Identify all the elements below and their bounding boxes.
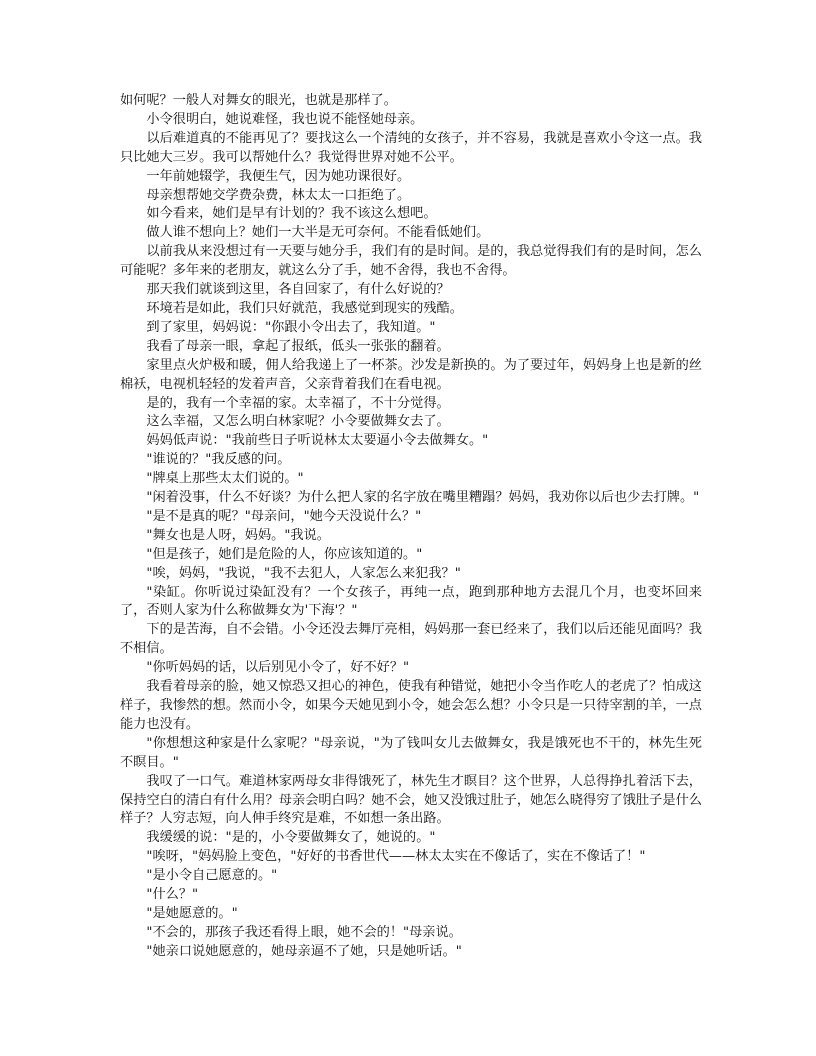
paragraph-6: 如今看来，她们是早有计划的？我不该这么想吧。 xyxy=(146,206,437,222)
paragraph-34: "是她愿意的。" xyxy=(146,905,238,921)
paragraph-18: "牌桌上那些太太们说的。" xyxy=(146,471,304,487)
paragraph-3: 以后难道真的不能再见了？要找这么一个清纯的女孩子，并不容易，我就是喜欢小令这一点。我只比她大三岁。我可以帮她什么？我觉得世界对她不公平。 xyxy=(120,130,702,165)
paragraph-17: "谁说的？"我反感的问。 xyxy=(146,452,291,468)
paragraph-9: 那天我们就谈到这里，各自回家了，有什么好说的？ xyxy=(146,282,450,298)
paragraph-11: 到了家里，妈妈说："你跟小令出去了，我知道。" xyxy=(146,319,436,335)
paragraph-4: 一年前她辍学，我便生气，因为她功课很好。 xyxy=(146,168,411,184)
paragraph-24: "染缸。你听说过染缸没有？一个女孩子，再纯一点，跑到那种地方去混几个月，也变坏回来了，否则人家为什么称做舞女为'下海'？" xyxy=(120,584,702,619)
paragraph-25: 下的是苦海，自不会错。小令还没去舞厅亮相，妈妈那一套已经来了，我们以后还能见面吗？我不相信。 xyxy=(120,622,702,657)
paragraph-1: 如何呢？一般人对舞女的眼光，也就是那样了。 xyxy=(120,93,397,108)
paragraph-35: "不会的，那孩子我还看得上眼，她不会的！"母亲说。 xyxy=(146,924,462,940)
paragraph-8: 以前我从来没想过有一天要与她分手，我们有的是时间。是的，我总觉得我们有的是时间，怎么可能呢？多年来的老朋友，就这么分了手，她不舍得，我也不舍得。 xyxy=(120,244,702,279)
paragraph-22: "但是孩子，她们是危险的人，你应该知道的。" xyxy=(146,546,423,562)
paragraph-15: 这么幸福，又怎么明白林家呢？小令要做舞女去了。 xyxy=(146,414,450,430)
paragraph-12: 我看了母亲一眼，拿起了报纸，低头一张张的翻着。 xyxy=(146,338,450,354)
paragraph-31: "唉呀，"妈妈脸上变色，"好好的书香世代——林太太实在不像话了，实在不像话了！" xyxy=(146,849,646,865)
document-page xyxy=(120,92,702,962)
paragraph-7: 做人谁不想向上？她们一大半是无可奈何。不能看低她们。 xyxy=(146,225,490,241)
paragraph-32: "是小令自己愿意的。" xyxy=(146,868,278,884)
paragraph-33: "什么？" xyxy=(146,887,199,903)
paragraph-5: 母亲想帮她交学费杂费，林太太一口拒绝了。 xyxy=(146,187,411,203)
paragraph-27: 我看着母亲的脸，她又惊恐又担心的神色，使我有种错觉，她把小令当作吃人的老虎了？怕成这样子，我惨然的想。然而小令，如果今天她见到小令，她会怎么想？小令只是一只待宰割的羊，一点能力也没有。 xyxy=(120,679,702,732)
paragraph-28: "你想想这种家是什么家呢？"母亲说，"为了钱叫女儿去做舞女，我是饿死也不干的，林先生死不瞑目。" xyxy=(120,735,702,770)
paragraph-20: "是不是真的呢？"母亲问，"她今天没说什么？" xyxy=(146,508,422,524)
paragraph-21: "舞女也是人呀，妈妈。"我说。 xyxy=(146,527,330,543)
paragraph-23: "唉，妈妈，"我说，"我不去犯人，人家怎么来犯我？" xyxy=(146,565,461,581)
paragraph-13: 家里点火炉极和暖，佣人给我递上了一杯茶。沙发是新换的。为了要过年，妈妈身上也是新的丝棉袄，电视机轻轻的发着声音，父亲背着我们在看电视。 xyxy=(120,357,702,392)
paragraph-2: 小令很明白，她说难怪，我也说不能怪她母亲。 xyxy=(146,111,424,127)
paragraph-19: "闲着没事，什么不好谈？为什么把人家的名字放在嘴里糟蹋？妈妈，我劝你以后也少去打牌。" xyxy=(146,490,700,506)
paragraph-14: 是的，我有一个幸福的家。太幸福了，不十分觉得。 xyxy=(146,395,450,411)
paragraph-10: 环境若是如此，我们只好就范，我感觉到现实的残酷。 xyxy=(146,300,463,316)
paragraph-30: 我缓缓的说："是的，小令要做舞女了，她说的。" xyxy=(146,830,436,846)
paragraph-29: 我叹了一口气。难道林家两母女非得饿死了，林先生才瞑目？这个世界，人总得挣扎着活下去，保持空白的清白有什么用？母亲会明白吗？她不会，她又没饿过肚子，她怎么晓得穷了饿肚子是什么样子？人穷志短，向人伸手终究是难，不如想一条出路。 xyxy=(120,773,702,827)
paragraph-16: 妈妈低声说："我前些日子听说林太太要逼小令去做舞女。" xyxy=(146,433,489,449)
paragraph-26: "你听妈妈的话，以后别见小令了，好不好？" xyxy=(146,660,410,676)
paragraph-36: "她亲口说她愿意的，她母亲逼不了她，只是她听话。" xyxy=(146,943,462,959)
